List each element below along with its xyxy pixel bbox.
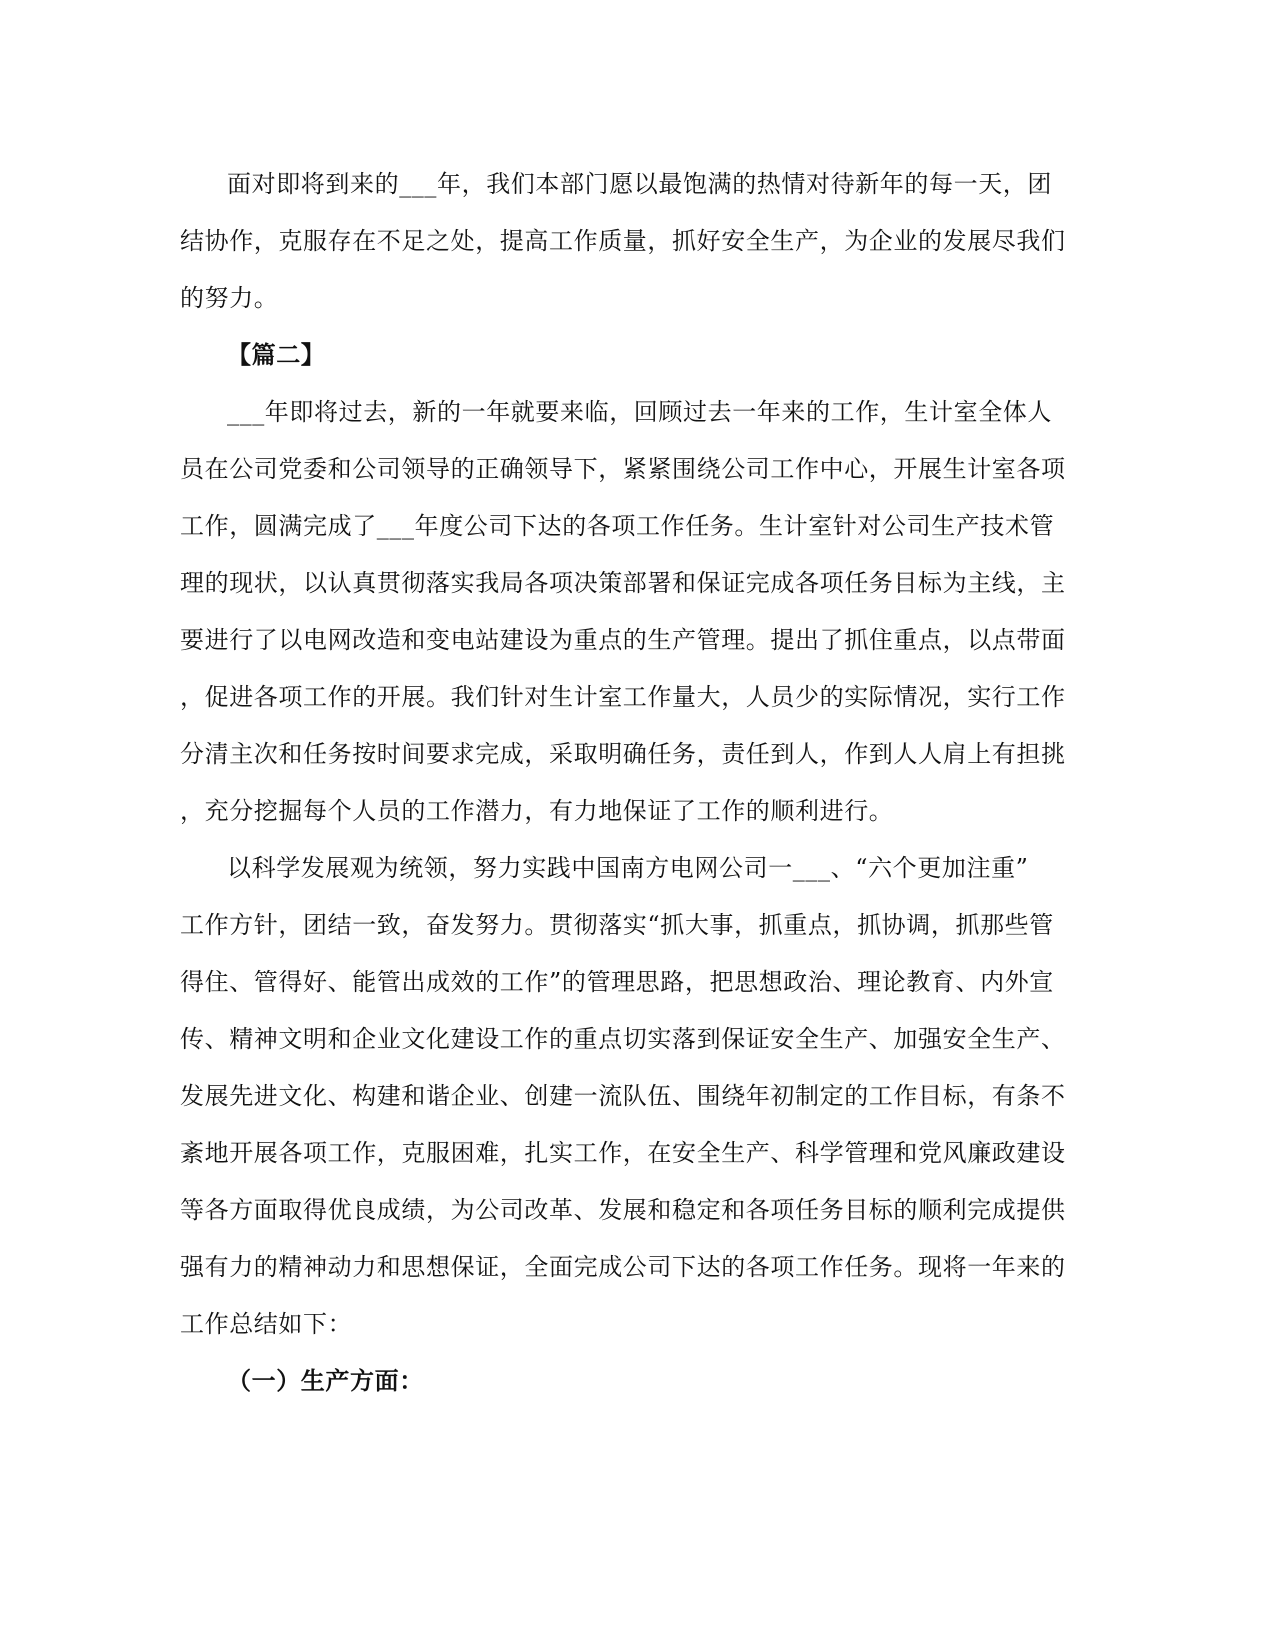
section-heading-pian-er: 【篇二】 (227, 340, 326, 369)
paragraph-2-line-8: ，充分挖掘每个人员的工作潜力，有力地保证了工作的顺利进行。 (180, 797, 894, 825)
paragraph-1-line-1: 面对即将到来的___年，我们本部门愿以最饱满的热情对待新年的每一天，团 (227, 170, 1052, 198)
paragraph-2-line-1: ___年即将过去，新的一年就要来临，回顾过去一年来的工作，生计室全体人 (227, 398, 1052, 426)
paragraph-3-line-2: 工作方针，团结一致，奋发努力。贯彻落实“抓大事，抓重点，抓协调，抓那些管 (180, 911, 1054, 939)
paragraph-3-line-9: 工作总结如下： (180, 1310, 353, 1338)
paragraph-2-line-7: 分清主次和任务按时间要求完成，采取明确任务，责任到人，作到人人肩上有担挑 (180, 740, 1066, 768)
paragraph-3-line-4: 传、精神文明和企业文化建设工作的重点切实落到保证安全生产、加强安全生产、 (180, 1025, 1066, 1053)
paragraph-3-line-7: 等各方面取得优良成绩，为公司改革、发展和稳定和各项任务目标的顺利完成提供 (180, 1196, 1066, 1224)
paragraph-2-line-5: 要进行了以电网改造和变电站建设为重点的生产管理。提出了抓住重点，以点带面 (180, 626, 1066, 654)
paragraph-3-line-3: 得住、管得好、能管出成效的工作”的管理思路，把思想政治、理论教育、内外宣 (180, 968, 1054, 996)
paragraph-2-line-3: 工作，圆满完成了___年度公司下达的各项工作任务。生计室针对公司生产技术管 (180, 512, 1055, 540)
paragraph-2-line-2: 员在公司党委和公司领导的正确领导下，紧紧围绕公司工作中心，开展生计室各项 (180, 455, 1066, 483)
paragraph-2-line-4: 理的现状，以认真贯彻落实我局各项决策部署和保证完成各项任务目标为主线，主 (180, 569, 1066, 597)
paragraph-3-line-1: 以科学发展观为统领，努力实践中国南方电网公司一___、“六个更加注重” (227, 854, 1029, 882)
paragraph-1-line-3: 的努力。 (180, 284, 279, 312)
subsection-heading-production: （一）生产方面： (227, 1366, 424, 1395)
paragraph-1-line-2: 结协作，克服存在不足之处，提高工作质量，抓好安全生产，为企业的发展尽我们 (180, 227, 1066, 255)
paragraph-3-line-6: 紊地开展各项工作，克服困难，扎实工作，在安全生产、科学管理和党风廉政建设 (180, 1139, 1066, 1167)
paragraph-3-line-8: 强有力的精神动力和思想保证，全面完成公司下达的各项工作任务。现将一年来的 (180, 1253, 1066, 1281)
paragraph-3-line-5: 发展先进文化、构建和谐企业、创建一流队伍、围绕年初制定的工作目标，有条不 (180, 1082, 1066, 1110)
paragraph-2-line-6: ，促进各项工作的开展。我们针对生计室工作量大，人员少的实际情况，实行工作 (180, 683, 1066, 711)
